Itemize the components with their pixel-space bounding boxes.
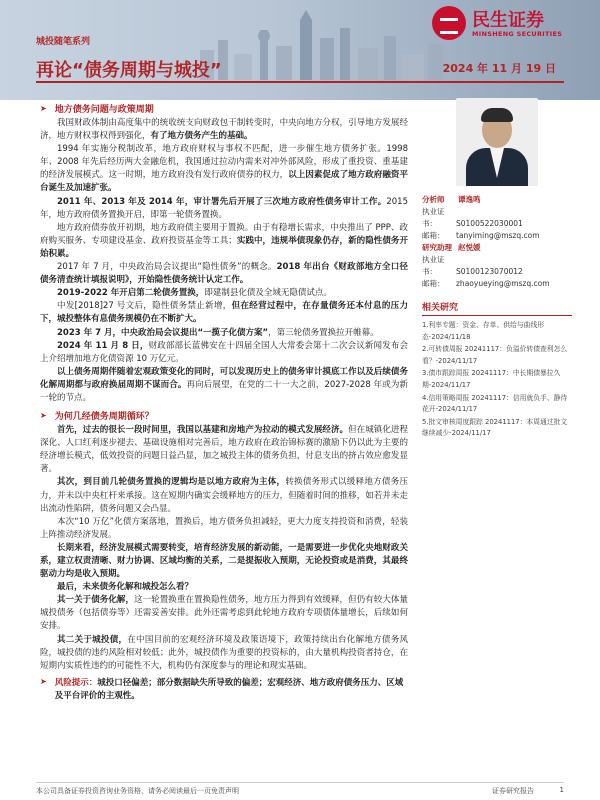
bold-text: 2019-2022 年开启第二轮债务置换， [57,288,205,299]
risk-text [55,677,408,703]
analyst-role: 分析师 [422,195,445,204]
bold-text: 2018 年出台《财政部地方全口径债务清查统计填报说明》，开始隐性债务统计认定工作。 [40,262,408,286]
footer-divider [36,782,564,783]
text-run: 再向后展望，在党的二十一大之前，2027-2028 年或为新一轮的节点。 [40,379,408,403]
detail-value: tanyiming@mszq.com [456,231,540,240]
analyst-photo [456,98,538,186]
detail-label: 邮箱： [422,231,445,240]
detail-label: 执业证书： [422,255,445,276]
text-run: 地方政府债券放开初期，地方政府债主要用于置换。由于有稳增长需求，中央推出了 PPP、政府购买服务、专项建设基金、政府投资基金等工具； [40,222,408,246]
main-column [40,98,408,705]
footer-report-type: 证券研究报告 [492,787,534,795]
text-run: 中发[2018]27 号文后，隐性债务禁止新增， [57,301,232,312]
text-run: 1994 年实施分税制改革，地方政府财权与事权不匹配，进一步催生地方债务扩张。1998 年、2008 年先后经历两大金融危机，我国通过拉动内需来对冲外部风险，形成了重投资、重基建的经济发展模式。这一时期，地方政府没有发行政府债券的权力， [40,144,408,181]
photo-hair [481,108,513,122]
body-paragraph [40,476,408,515]
body-paragraph [40,516,408,542]
related-research-item[interactable]: 3.债市跟踪周报 20241117：中长期债暴拉久期-2024/11/17 [422,369,561,389]
report-title: 再论“债务周期与城投” [36,60,222,81]
risk-warning [40,677,408,703]
analyst-info [422,194,572,290]
bold-text: 以上债务周期伴随着宏观政策变化的同时，可以发现历史上的债务审计摸底工作以及后续债务化解周期都与政府换届周期不谋而合。 [40,366,408,390]
logo-mark-icon [432,6,466,40]
text-run: 本次“10 万亿”化债方案落地，置换后，地方债务负担减轻，更大力度支持投资和消费，轻装上阵推动经济发展。 [40,516,408,540]
body-paragraph [40,222,408,261]
company-logo [432,4,582,44]
analyst-detail [422,206,572,230]
bold-text: 长期来看，经济发展模式需要转变，培育经济发展的新动能，一是需要进一步优化央地财政关系，建立权责清晰、财力协调、区域均衡的关系，二是提振收入预期，无论投资或是消费，其最终驱动力均是收入预期。 [40,542,408,580]
risk-label: 风险提示： [54,677,98,688]
related-research-list [422,320,572,440]
bold-text: 其次，到目前几轮债务置换的逻辑均是以地方政府为主体， [57,477,286,488]
body-paragraph [40,424,408,476]
detail-value: zhaoyueying@mszq.com [456,279,550,288]
related-research-item[interactable]: 2.可转债周报 20241117：负溢价转债查利怎么看？-2024/11/17 [422,345,568,365]
detail-label: 执业证书： [422,207,445,228]
text-run: 在中国目前的宏观经济环境及政策语境下，政策持续出台化解地方债务风险，城投债的违约风险相对较低；此外，城投债作为重要的投资标的，由大量机构投资者持仓，在短期内实质性违约的可能性不大，机构仍有深度参与的理论和现实基础。 [40,634,408,671]
text-run: 转换债务形式以缓释地方债务压力，并未以中央杠杆来承接。这在短期内确实会缓释地方的压力，但随着时间的推移，如若并未走出流动性陷阱，债务问题又会凸显。 [40,477,408,514]
body-paragraph [40,327,408,340]
body-paragraph [40,340,408,366]
triangle-bullet-icon: ➤ [40,411,47,421]
bold-text: 2011 年、2013 年及 2014 年，审计署先后开展了三次地方政府性债务审计工作。 [57,196,387,207]
analyst-role: 研究助理 [422,243,452,252]
detail-value: S0100123070012 [456,267,523,276]
body-paragraph [40,366,408,405]
text-run: 这一轮置换重在置换隐性债务，地方压力得到有效缓释，但仍有较大体量城投债务（包括债券等）还需妥善安排。此外还需考虑到此轮地方政府专项债体量增长，后续如何安排。 [40,595,408,632]
report-date: 2024 年 11 月 19 日 [442,62,556,75]
text-run: 即建制县化债及全域无隐债试点。 [204,288,332,299]
risk-content: 城投口径偏差；部分数据缺失所导致的偏差；宏观经济、地方政府债务压力、区域及平台评价的主观性。 [54,677,404,701]
body-paragraph [40,143,408,195]
bold-text: 以上因素促成了地方政府融资平台诞生及加速扩张。 [40,170,408,194]
section-heading-text: 为何几经债务周期循环？ [54,412,154,423]
logo-en: MINSHENG SECURITIES [472,30,563,38]
text-run: 我国财政体制由高度集中的统收统支向财政包干制转变时，中央向地方分权，引导地方发展经济，地方财权事权得到强化， [40,118,408,142]
analyst-detail [422,278,572,290]
section-heading-text: 地方债务问题与政策周期 [54,105,154,115]
analyst-detail [422,254,572,278]
text-run: 但在城镇化进程深化、人口红利逐步褪去、基础设施相对完善后，地方政府在政治锦标赛的激励下仍以此为主要的经济增长模式，低效投资的问题日益凸显，加之城投主体的债务负担，付息支出的挤占效应愈发显著。 [40,425,408,475]
body-paragraph [40,542,408,581]
text-run: 2015 年，地方政府债务置换开启，即第一轮债务置换。 [40,196,408,220]
related-research-item[interactable]: 1.利率专题：资金、存单、供给与曲线形态-2024/11/18 [422,321,545,341]
city-skyline-image [190,10,450,80]
bold-text: 首先，过去的很长一段时间里，我国以基建和房地产为拉动的模式发展经济。 [57,425,349,436]
related-research-item[interactable]: 5.批文审核周度跟踪 20241117：本周通过批文继续减少-2024/11/17 [422,417,568,438]
triangle-bullet-icon: ➤ [40,104,47,113]
bold-text: 实践中，违规举债现象仍存，新的隐性债务开始积累。 [40,235,408,259]
analyst-name-row [422,194,572,206]
analyst-name-row [422,242,572,254]
header-divider [36,81,564,83]
body-paragraph [40,581,408,594]
section-heading [40,409,408,422]
text-run: 2017 年 7 月，中央政治局会议提出“隐性债务”的概念。 [57,262,277,273]
bold-text: 其二关于城投债， [57,634,128,645]
section-heading [40,102,408,115]
bold-text: 最后，未来债务化解和城投怎么看？ [57,582,194,593]
sidebar [422,98,572,441]
body-paragraph [40,594,408,633]
header-banner [0,0,600,100]
body-paragraph [40,300,408,326]
body-paragraph [40,261,408,287]
report-series: 城投随笔系列 [36,37,91,47]
text-run: 财政部部长蓝佛安在十四届全国人大常委会第十二次会议新闻发布会上介绍增加地方化债资源 10 万亿元。 [40,340,408,364]
bold-text: 其一关于债务化解， [57,595,135,606]
footer-disclaimer: 本公司具备证券投资咨询业务资格，请务必阅读最后一页免责声明 [36,787,239,795]
triangle-bullet-icon: ➤ [40,676,47,686]
body-paragraph [40,117,408,143]
bold-text: 有了地方债务产生的基础。 [150,131,253,142]
detail-value: S0100522030001 [456,219,523,228]
body-paragraph [40,287,408,300]
detail-label: 邮箱： [422,279,445,288]
page-number: 1 [559,786,564,794]
bold-text: 但在经营过程中，在存量债务还本付息的压力下，城投整体有息债务规模仍在不断扩大。 [40,301,408,325]
analyst-name: 谭逸鸣 [458,195,481,204]
logo-cn: 民生证券 [472,10,544,31]
analyst-name: 赵悦媛 [458,243,481,252]
body-paragraph [40,634,408,673]
body-paragraph [40,196,408,222]
bold-text: 2024 年 11 月 8 日， [57,340,149,351]
text-run: ，第三轮债务置换拉开帷幕。 [268,327,379,338]
analyst-detail [422,230,572,242]
related-research-item[interactable]: 4.信用策略周报 20241117：信用就负手、静待花开-2024/11/17 [422,393,568,414]
bold-text: 2023 年 7 月，中央政治局会议提出“一揽子化债方案” [57,327,269,338]
related-research-title: 相关研究 [422,300,572,316]
